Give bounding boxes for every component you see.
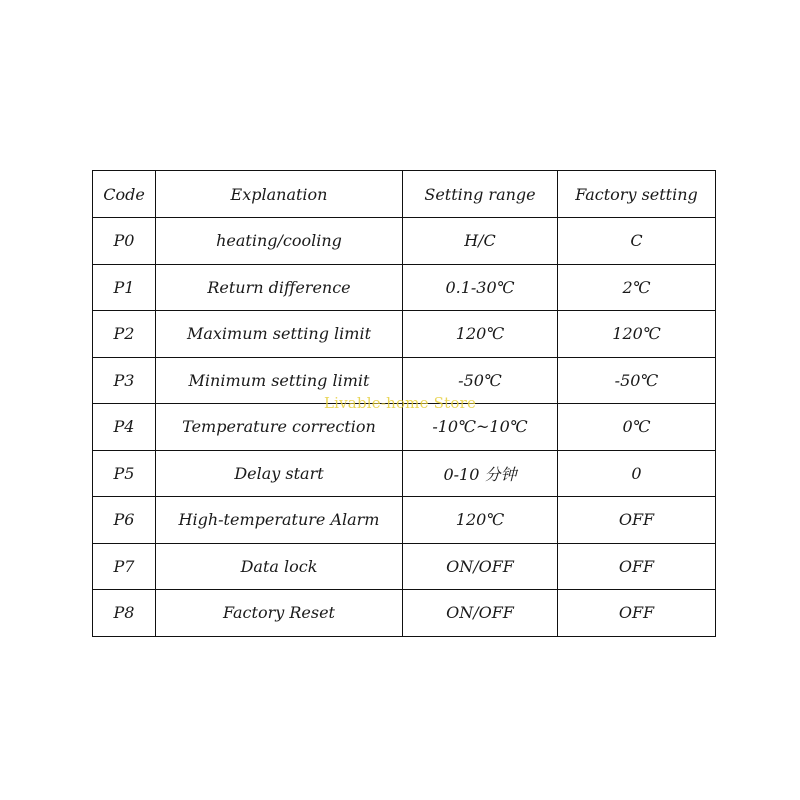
cell-explanation: Delay start: [156, 450, 403, 497]
cell-setting-range: H/C: [403, 218, 558, 265]
cell-code: P5: [93, 450, 156, 497]
cell-setting-range: 120℃: [403, 497, 558, 544]
parameter-table: [92, 170, 716, 637]
cell-explanation: Minimum setting limit: [156, 357, 403, 404]
cell-factory-setting: OFF: [558, 497, 716, 544]
table-row: [93, 590, 716, 637]
cell-code: P7: [93, 543, 156, 590]
cell-explanation: Factory Reset: [156, 590, 403, 637]
cell-explanation: Return difference: [156, 264, 403, 311]
store-watermark: Livable-home Store: [323, 394, 477, 412]
cell-code: P0: [93, 218, 156, 265]
cell-setting-range: ON/OFF: [403, 543, 558, 590]
cell-factory-setting: 120℃: [558, 311, 716, 358]
cell-code: P4: [93, 404, 156, 451]
cell-factory-setting: 2℃: [558, 264, 716, 311]
cell-factory-setting: 0: [558, 450, 716, 497]
cell-setting-range: -50℃: [403, 357, 558, 404]
cell-code: P2: [93, 311, 156, 358]
cell-code: P8: [93, 590, 156, 637]
table-row: [93, 311, 716, 358]
cell-setting-range: -10℃~10℃: [403, 404, 558, 451]
cell-code: P6: [93, 497, 156, 544]
table-row: [93, 357, 716, 404]
cell-setting-range: ON/OFF: [403, 590, 558, 637]
table-row: [93, 218, 716, 265]
cell-explanation: High-temperature Alarm: [156, 497, 403, 544]
cell-code: P1: [93, 264, 156, 311]
header-factory-setting: Factory setting: [558, 171, 716, 218]
cell-factory-setting: -50℃: [558, 357, 716, 404]
cell-setting-range: 120℃: [403, 311, 558, 358]
cell-setting-range: 0.1-30℃: [403, 264, 558, 311]
cell-factory-setting: 0℃: [558, 404, 716, 451]
cell-explanation: heating/cooling: [156, 218, 403, 265]
cell-factory-setting: OFF: [558, 543, 716, 590]
table-row: [93, 497, 716, 544]
header-code: Code: [93, 171, 156, 218]
cell-setting-range: 0-10 分钟: [403, 450, 558, 497]
cell-factory-setting: OFF: [558, 590, 716, 637]
cell-code: P3: [93, 357, 156, 404]
table-row: [93, 264, 716, 311]
cell-factory-setting: C: [558, 218, 716, 265]
table-row: [93, 543, 716, 590]
table-header-row: [93, 171, 716, 218]
cell-explanation: Data lock: [156, 543, 403, 590]
cell-explanation: Temperature correction: [156, 404, 403, 451]
header-explanation: Explanation: [156, 171, 403, 218]
table-row: [93, 450, 716, 497]
table-row: [93, 404, 716, 451]
header-setting-range: Setting range: [403, 171, 558, 218]
cell-explanation: Maximum setting limit: [156, 311, 403, 358]
